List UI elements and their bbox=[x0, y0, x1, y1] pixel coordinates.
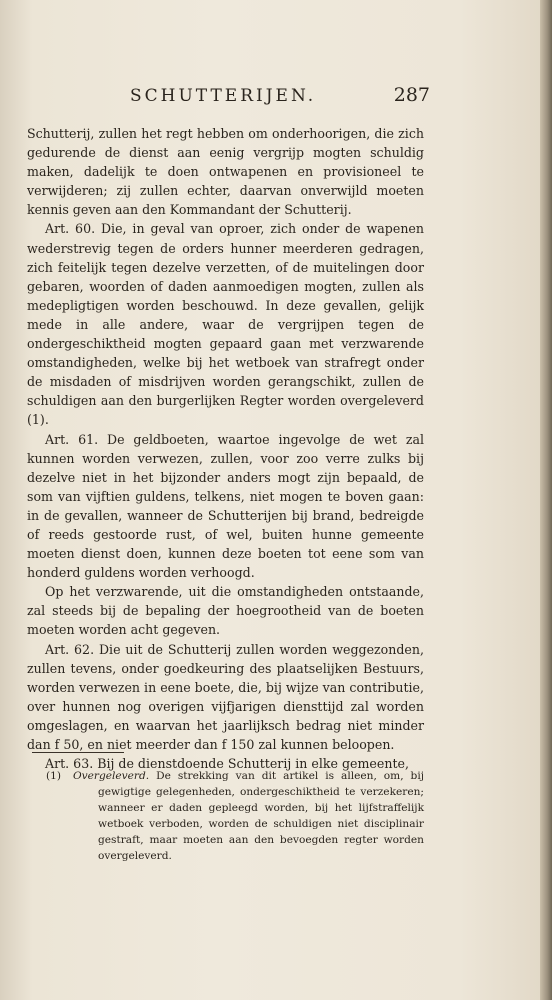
paragraph: Schutterij, zullen het regt hebben om onderhoorigen, die zich gedurende de dienst aan eenig vergrijp mogten schuldig maken, dadelijk te doen ontwapenen en provisioneel te verwijderen; zij zullen echter, daarvan onverwijld moeten kennis geven aan den Kommandant der Schutterij. bbox=[27, 126, 424, 218]
paragraph-art-62: Art. 62. Die uit de Schutterij zullen worden weggezonden, zullen tevens, onder goedkeuring des plaatselijken Bestuurs, worden verwezen in eene boete, die, bij wijze van contributie, over hunnen nog overigen vijfjarigen diensttijd zal worden omgeslagen, en waarvan het jaarlijksch bedrag niet minder dan f 50, en niet meerder dan f 150 zal kunnen beloopen. bbox=[27, 641, 424, 752]
paragraph-art-63: Art. 63. Bij de dienstdoende Schutterij in elke gemeente, bbox=[45, 756, 409, 772]
page-number: 287 bbox=[393, 84, 430, 106]
page-edge bbox=[540, 0, 552, 1000]
footnote-text: De strekking van dit artikel is alleen, om, bij gewigtige gelegenheden, ondergeschiktheid te verzekeren; wanneer er daden gepleegd worden, bij het lijfstraffelijk wetboek verboden, worden de schuldigen niet disciplinair gestraft, maar moeten aan den bevoegden regter worden overgeleverd. bbox=[98, 770, 424, 862]
running-title: SCHUTTERIJEN. bbox=[130, 86, 317, 106]
footnote-divider bbox=[32, 752, 124, 753]
main-text bbox=[27, 124, 424, 773]
page-header bbox=[130, 86, 430, 108]
paragraph-art-61: Art. 61. De geldboeten, waartoe ingevolge de wet zal kunnen worden verwezen, zullen, voor zoo verre zulks bij dezelve niet in het bijzonder anders mogt zijn bepaald, de som van vijftien guldens, telkens, niet mogen te boven gaan: in de gevallen, wanneer de Schutterijen bij brand, bedreigde of reeds gestoorde rust, of wel, buiten hunne gemeente moeten dienst doen, kunnen deze boeten tot eene som van honderd guldens worden verhoogd. bbox=[27, 431, 424, 581]
paragraph-art-60: Art. 60. Die, in geval van oproer, zich onder de wapenen wederstrevig tegen de orders hunner meerderen gedragen, zich feitelijk tegen dezelve verzetten, of de muitelingen door gebaren, woorden of daden aanmoedigen mogten, zullen als medepligtigen worden beschouwd. In deze gevallen, gelijk mede in alle andere, waar de vergrijpen tegen de ondergeschiktheid mogten gepaard gaan met verzwarende omstandigheden, welke bij het wetboek van strafregt onder de misdaden of misdrijven worden gerangschikt, zullen de schuldigen aan den burgerlijken Regter worden overgeleverd (1). bbox=[27, 221, 424, 428]
footnote-marker: (1) bbox=[46, 770, 62, 782]
paragraph: Op het verzwarende, uit die omstandigheden ontstaande, zal steeds bij de bepaling der hoegrootheid van de boeten moeten worden acht gegeven. bbox=[27, 584, 424, 638]
footnote-title: Overgeleverd. bbox=[72, 770, 150, 782]
footnote bbox=[46, 769, 424, 864]
